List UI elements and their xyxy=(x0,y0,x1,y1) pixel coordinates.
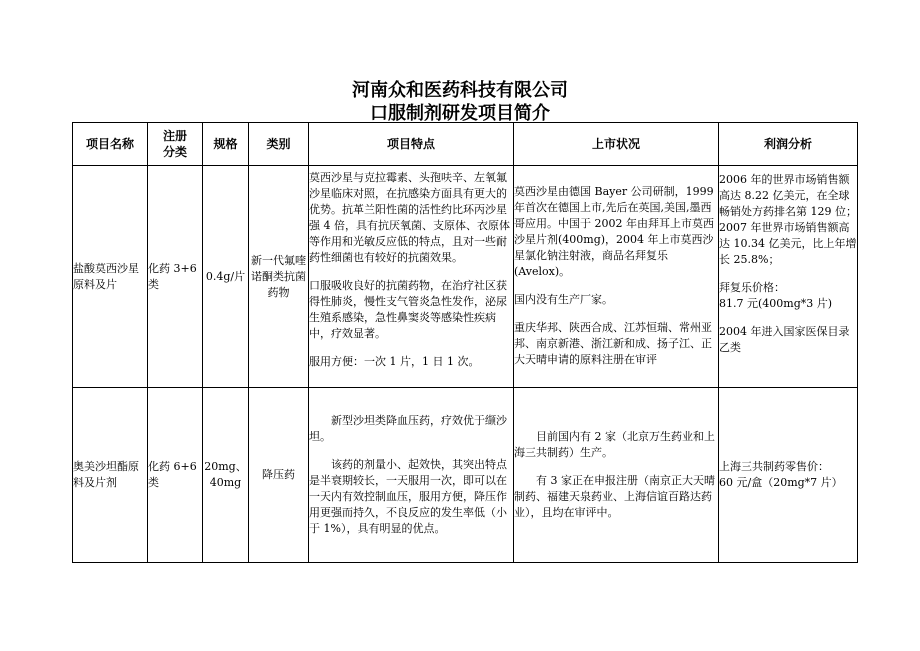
project-table xyxy=(72,122,858,563)
features-cell xyxy=(309,166,514,388)
table-header-row xyxy=(73,123,858,166)
project-name-cell: 奥美沙坦酯原料及片剂 xyxy=(73,388,148,563)
feature-paragraph: 服用方便：一次 1 片，1 日 1 次。 xyxy=(309,355,480,368)
features-cell xyxy=(309,388,514,563)
spec-line: 20mg、 xyxy=(204,460,247,473)
spec-cell xyxy=(203,388,249,563)
market-paragraph: 国内没有生产厂家。 xyxy=(514,293,613,306)
header-market-status: 上市状况 xyxy=(514,123,719,166)
header-registration-line2: 分类 xyxy=(162,145,187,159)
feature-paragraph: 新型沙坦类降血压药，疗效优于缬沙坦。 xyxy=(309,414,507,443)
header-features: 项目特点 xyxy=(309,123,514,166)
document-subtitle: 口服制剂研发项目简介 xyxy=(370,103,550,124)
header-category: 类别 xyxy=(249,123,309,166)
spec-cell: 0.4g/片 xyxy=(203,166,249,388)
registration-class-cell: 化药 3+6 类 xyxy=(148,166,203,388)
market-paragraph: 重庆华邦、陕西合成、江苏恒瑞、常州亚邦、南京新港、浙江新和成、扬子江、正大天晴申请的原料注册在审评 xyxy=(514,321,712,366)
company-title: 河南众和医药科技有限公司 xyxy=(352,80,568,101)
profit-paragraph: 2004 年进入国家医保目录乙类 xyxy=(719,325,850,354)
registration-class-cell: 化药 6+6 类 xyxy=(148,388,203,563)
header-registration-line1: 注册 xyxy=(162,129,187,143)
table-row xyxy=(73,388,858,563)
profit-paragraph: 2006 年的世界市场销售额高达 8.22 亿美元，在全球畅销处方药排名第 129 位；2007 年世界市场销售额高达 10.34 亿美元，比上年增长 25.8%； xyxy=(719,173,857,266)
market-paragraph: 目前国内有 2 家（北京万生药业和上海三共制药）生产。 xyxy=(514,430,715,459)
feature-paragraph: 莫西沙星与克拉霉素、头孢呋辛、左氧氟沙星临床对照，在抗感染方面具有更大的优势。抗革兰阳性菌的活性约比环丙沙星强 4 倍，具有抗厌氧菌、支原体、衣原体等作用和光敏反应低的特点，且对一些耐药性细菌也有较好的抗菌效果。 xyxy=(309,171,510,264)
header-profit-analysis: 利润分析 xyxy=(719,123,858,166)
market-cell xyxy=(514,166,719,388)
market-cell xyxy=(514,388,719,563)
feature-paragraph: 该药的剂量小、起效快，其突出特点是半衰期较长，一天服用一次，即可以在一天内有效控制血压，服用方便，降压作用更强而持久，不良反应的发生率低（小于 1%），具有明显的优点。 xyxy=(309,458,507,535)
header-project-name: 项目名称 xyxy=(73,123,148,166)
market-paragraph: 有 3 家正在申报注册（南京正大天晴制药、福建天泉药业、上海信谊百路达药业），且均在审评中。 xyxy=(514,474,715,519)
header-registration-class xyxy=(148,123,203,166)
category-cell: 新一代氟喹诺酮类抗菌药物 xyxy=(249,166,309,388)
spec-line: 40mg xyxy=(209,476,242,489)
profit-paragraph: 拜复乐价格： 81.7 元(400mg*3 片) xyxy=(719,281,833,310)
profit-cell xyxy=(719,388,858,563)
category-cell: 降压药 xyxy=(249,388,309,563)
header-spec: 规格 xyxy=(203,123,249,166)
profit-cell xyxy=(719,166,858,388)
project-name-cell: 盐酸莫西沙星原料及片 xyxy=(73,166,148,388)
market-paragraph: 莫西沙星由德国 Bayer 公司研制，1999 年首次在德国上市,先后在英国,美国,墨西哥应用。中国于 2002 年由拜耳上市莫西沙星片剂(400mg)，2004 年上市莫西沙星氯化钠注射液，商品名拜复乐(Avelox)。 xyxy=(514,185,714,278)
profit-paragraph: 上海三共制药零售价： 60 元/盒（20mg*7 片） xyxy=(719,460,843,489)
feature-paragraph: 口服吸收良好的抗菌药物，在治疗社区获得性肺炎，慢性支气管炎急性发作，泌尿生殖系感染，急性鼻窦炎等感染性疾病中，疗效显著。 xyxy=(309,279,507,340)
table-row xyxy=(73,166,858,388)
